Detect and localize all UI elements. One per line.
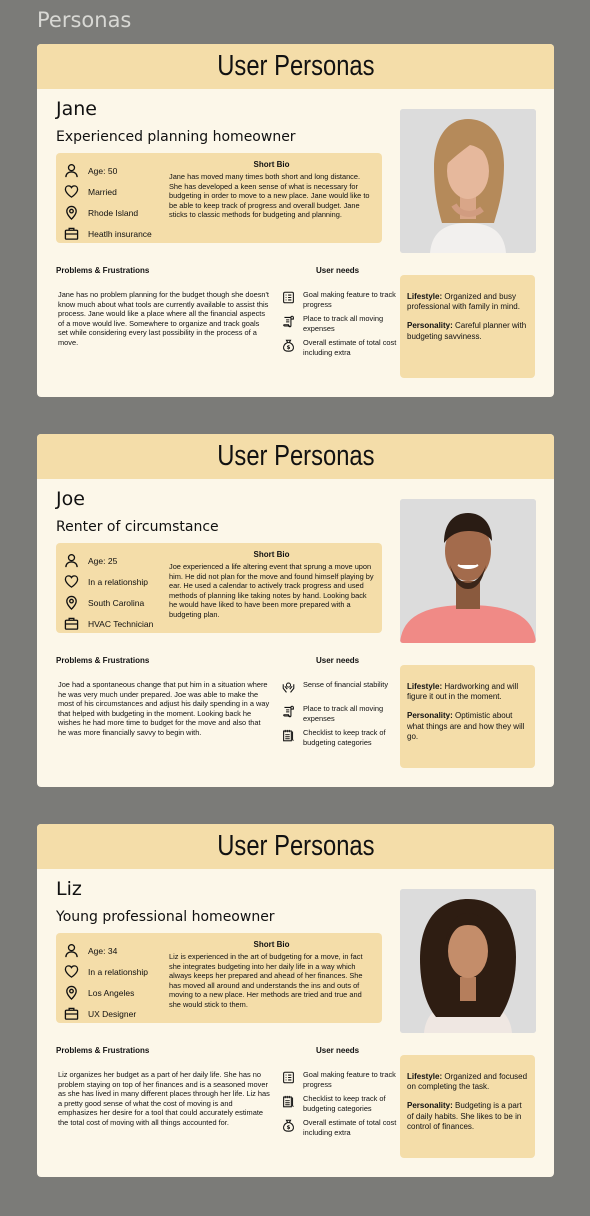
needs-title: User needs [316, 656, 360, 665]
problems-text: Liz organizes her budget as a part of her daily life. She has no problem staying on top of her finances and is a seasoned mover as she has lived in many different places through her life. Liz has a pretty good sense of what the cost of moving is and emphasizes her desire for a tool that could accurately estimate the total cost of moving with all things accounted for. [58, 1070, 270, 1127]
location-pin-icon [64, 985, 79, 1000]
need-item: Checklist to keep track of budgeting categories [282, 728, 400, 750]
card-header [37, 44, 554, 89]
problems-title: Problems & Frustrations [56, 1046, 150, 1055]
bio-title: Short Bio [253, 550, 290, 559]
needs-title: User needs [316, 266, 360, 275]
persona-photo [400, 499, 536, 643]
location-pin-icon [64, 595, 79, 610]
need-item: Place to track all moving expenses [282, 314, 400, 336]
attribute-occupation: Heatlh insurance [64, 223, 174, 244]
bio-title: Short Bio [253, 940, 290, 949]
woman-portrait-image [400, 889, 536, 1033]
attribute-location: Rhode Island [64, 202, 174, 223]
card-title: User Personas [216, 830, 375, 862]
attribute-location: Los Angeles [64, 982, 174, 1003]
woman-portrait-image [400, 109, 536, 253]
briefcase-icon [64, 226, 79, 241]
persona-subtitle: Experienced planning homeowner [56, 129, 296, 145]
bio-title: Short Bio [253, 160, 290, 169]
stacked-papers-icon [282, 705, 295, 718]
money-bag-icon [282, 1119, 295, 1132]
page-label: Personas [37, 8, 132, 32]
needs-title: User needs [316, 1046, 360, 1055]
persona-card-joe [37, 434, 554, 787]
money-bag-icon [282, 339, 295, 352]
personality: Personality: Optimistic about what things are and how they will go. [407, 711, 525, 741]
lifestyle: Lifestyle: Organized and focused on completing the task. [407, 1072, 528, 1092]
persona-card-jane [37, 44, 554, 397]
info-box [56, 153, 382, 243]
attribute-location: South Carolina [64, 592, 174, 613]
traits-box [400, 665, 535, 768]
attribute-list [64, 940, 174, 1024]
need-item: Overall estimate of total cost including extra [282, 1118, 400, 1140]
traits-box [400, 275, 535, 378]
problems-text: Joe had a spontaneous change that put him in a situation where he was very much under prepared. Joe was able to make the most of his circumstances and adjust his daily spending in a way that helped with budgeting in the moment. Looking back he wishes he had more time to budget for the move and also that he was more financially savvy to begin with. [58, 680, 270, 737]
card-header [37, 824, 554, 869]
need-item: Checklist to keep track of budgeting categories [282, 1094, 400, 1116]
needs-list [282, 680, 400, 752]
personality: Personality: Careful planner with budgeting savviness. [407, 321, 527, 341]
man-portrait-image [400, 499, 536, 643]
attribute-relationship: Married [64, 181, 174, 202]
briefcase-icon [64, 1006, 79, 1021]
person-icon [64, 943, 79, 958]
attribute-relationship: In a relationship [64, 571, 174, 592]
attribute-occupation: UX Designer [64, 1003, 174, 1024]
bio-text: Liz is experienced in the art of budgeting for a move, in fact she integrates budgeting into her daily life in a way which always keeps her prepared and ahead of her finances. She has moved all around and understands the ins and outs of moving to a new place. Her methods are tried and true and she would stick to them. [169, 952, 363, 1009]
location-pin-icon [64, 205, 79, 220]
persona-name: Joe [56, 488, 85, 510]
heart-icon [64, 184, 79, 199]
notepad-icon [282, 1095, 295, 1108]
attribute-age: Age: 50 [64, 160, 174, 181]
attribute-list [64, 160, 174, 244]
briefcase-icon [64, 616, 79, 631]
checklist-icon [282, 291, 295, 304]
problems-title: Problems & Frustrations [56, 656, 150, 665]
persona-name: Jane [56, 98, 97, 120]
person-icon [64, 553, 79, 568]
persona-subtitle: Young professional homeowner [56, 909, 275, 925]
info-box [56, 933, 382, 1023]
lifestyle: Lifestyle: Hardworking and will figure it out in the moment. [407, 682, 519, 702]
person-icon [64, 163, 79, 178]
short-bio [169, 940, 374, 1010]
persona-photo [400, 889, 536, 1033]
personality: Personality: Budgeting is a part of daily habits. She likes to be in control of finances. [407, 1101, 522, 1131]
needs-list [282, 1070, 400, 1142]
hands-coin-icon [282, 681, 295, 694]
bio-text: Jane has moved many times both short and long distance. She has developed a keen sense of what is necessary for budgeting in order to move to a new place. Jane would like to be able to keep track of progress and overall budget. Jane sticks to classic methods for budgeting and planning. [169, 172, 370, 220]
attribute-age: Age: 25 [64, 550, 174, 571]
heart-icon [64, 574, 79, 589]
heart-icon [64, 964, 79, 979]
lifestyle: Lifestyle: Organized and busy professional with family in mind. [407, 292, 520, 312]
card-title: User Personas [216, 50, 375, 82]
needs-list [282, 290, 400, 362]
short-bio [169, 550, 374, 620]
short-bio [169, 160, 374, 220]
attribute-age: Age: 34 [64, 940, 174, 961]
notepad-icon [282, 729, 295, 742]
need-item: Goal making feature to track progress [282, 1070, 400, 1092]
card-header [37, 434, 554, 479]
stacked-papers-icon [282, 315, 295, 328]
card-title: User Personas [216, 440, 375, 472]
checklist-icon [282, 1071, 295, 1084]
attribute-list [64, 550, 174, 634]
need-item: Place to track all moving expenses [282, 704, 400, 726]
persona-name: Liz [56, 878, 82, 900]
problems-text: Jane has no problem planning for the budget though she doesn't know much about what tools are currently available to assist this process. Jane would like a place where all the financial aspects of a move would live. Somewhere to organize and track goals set while considering every last possibility in the process of a move. [58, 290, 269, 347]
attribute-occupation: HVAC Technician [64, 613, 174, 634]
need-item: Sense of financial stability [282, 680, 400, 702]
attribute-relationship: In a relationship [64, 961, 174, 982]
need-item: Goal making feature to track progress [282, 290, 400, 312]
persona-card-liz [37, 824, 554, 1177]
persona-subtitle: Renter of circumstance [56, 519, 219, 535]
problems-title: Problems & Frustrations [56, 266, 150, 275]
info-box [56, 543, 382, 633]
bio-text: Joe experienced a life altering event that sprung a move upon him. He did not plan for the move and found himself playing by ear. He used a calendar to actively track progress and used methods of planning like taking notes by hand. Looking back he would have liked to have been more prepared with a budgeting plan. [169, 562, 374, 619]
need-item: Overall estimate of total cost including extra [282, 338, 400, 360]
traits-box [400, 1055, 535, 1158]
persona-photo [400, 109, 536, 253]
